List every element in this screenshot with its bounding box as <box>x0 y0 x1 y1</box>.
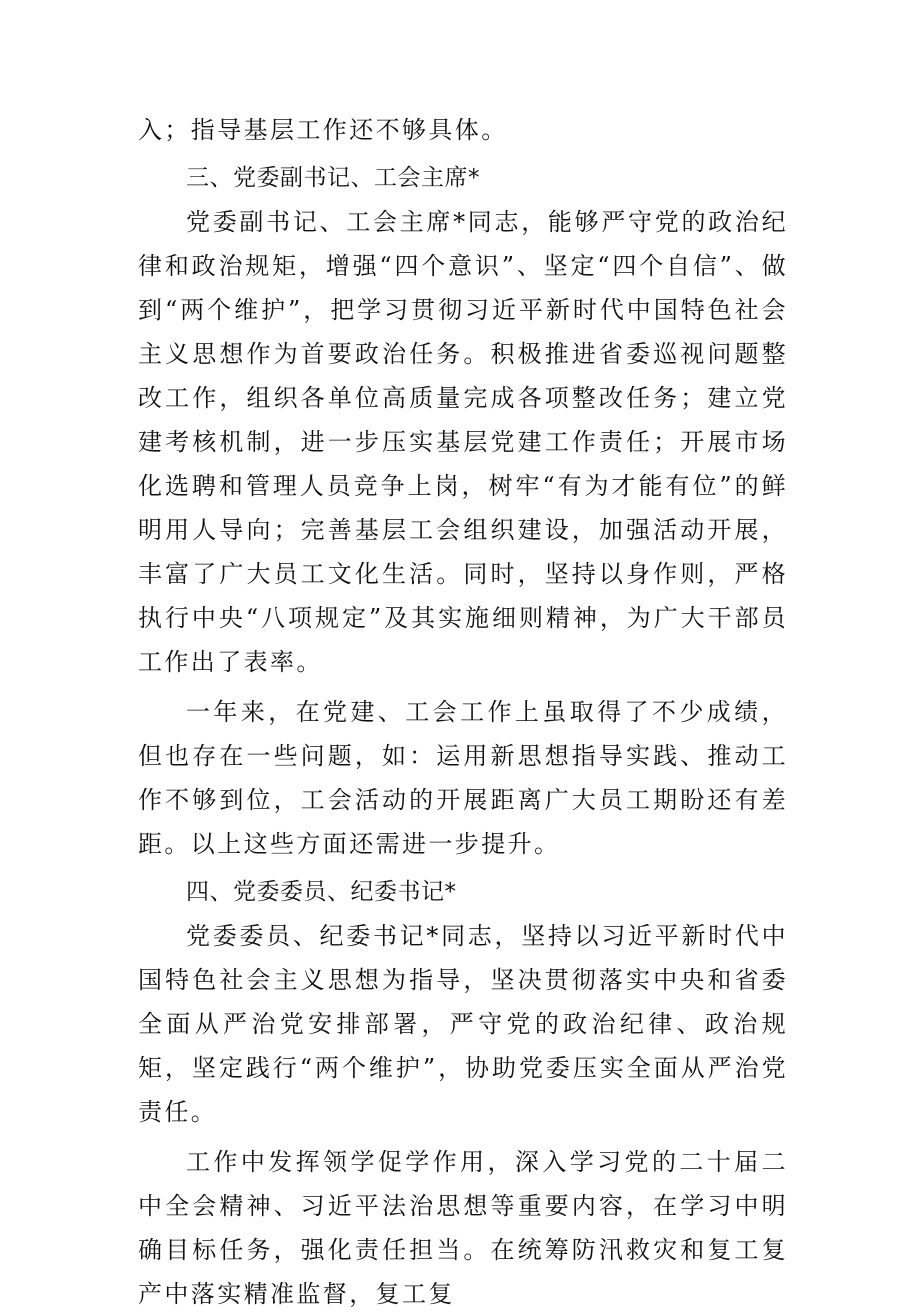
section-4-paragraph-1: 党委委员、纪委书记*同志，坚持以习近平新时代中国特色社会主义思想为指导，坚决贯彻落实中央和省委全面从严治党安排部署，严守党的政治纪律、政治规矩，坚定践行“两个维护”，协助党委压实全面从严治党责任。 <box>138 922 788 1126</box>
intro-tail-paragraph: 入；指导基层工作还不够具体。 <box>138 116 508 144</box>
section-3-heading: 三、党委副书记、工会主席* <box>186 165 480 191</box>
section-4-paragraph-2: 工作中发挥领学促学作用，深入学习党的二十届二中全会精神、习近平法治思想等重要内容，在学习中明确目标任务，强化责任担当。在统筹防汛救灾和复工复产中落实精准监督，复工复 <box>138 1148 788 1308</box>
section-3-paragraph-1: 党委副书记、工会主席*同志，能够严守党的政治纪律和政治规矩，增强“四个意识”、坚定“四个自信”、做到“两个维护”，把学习贯彻习近平新时代中国特色社会主义思想作为首要政治任务。积极推进省委巡视问题整改工作，组织各单位高质量完成各项整改任务；建立党建考核机制，进一步压实基层党建工作责任；开展市场化选聘和管理人员竞争上岗，树牢“有为才能有位”的鲜明用人导向；完善基层工会组织建设，加强活动开展，丰富了广大员工文化生活。同时，坚持以身作则，严格执行中央“八项规定”及其实施细则精神，为广大干部员工作出了表率。 <box>138 208 788 676</box>
document-page <box>138 108 788 1316</box>
section-4-heading: 四、党委委员、纪委书记* <box>186 879 457 905</box>
section-3-paragraph-2: 一年来，在党建、工会工作上虽取得了不少成绩，但也存在一些问题，如：运用新思想指导实践、推动工作不够到位，工会活动的开展距离广大员工期盼还有差距。以上这些方面还需进一步提升。 <box>138 698 788 858</box>
